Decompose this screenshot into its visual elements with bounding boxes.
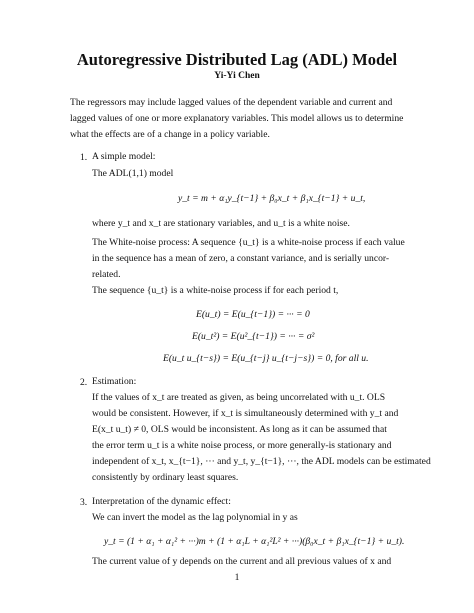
- white-noise-line-2: in the sequence has a mean of zero, a constant variance, and is serially uncor-: [92, 253, 390, 264]
- intro-line-3: what the effects are of a change in a policy variable.: [70, 129, 270, 140]
- paper-title: Autoregressive Distributed Lag (ADL) Model: [76, 50, 398, 69]
- estimation-line-3: E(x_t u_t) ≠ 0, OLS would be inconsistent. As long as it can be assumed that: [92, 424, 387, 435]
- covariance-equation: E(u_t u_{t−s}) = E(u_{t−j} u_{t−j−s}) = 0, for all u.: [163, 353, 369, 364]
- invert-intro: We can invert the model as the lag polynomial in y as: [92, 512, 298, 523]
- estimation-line-5: independent of x_t, x_{t−1}, ··· and y_t, y_{t−1}, ···, the ADL models can be estimated: [92, 456, 431, 467]
- paper-author: Yi-Yi Chen: [214, 71, 260, 81]
- estimation-line-1: If the values of x_t are treated as given, as being uncorrelated with u_t. OLS: [92, 392, 386, 403]
- mean-equation: E(u_t) = E(u_{t−1}) = ··· = 0: [196, 309, 310, 320]
- current-value-text: The current value of y depends on the current and all previous values of x and: [92, 556, 392, 567]
- white-noise-line-3: related.: [92, 269, 121, 280]
- section-2-heading: Estimation:: [92, 376, 137, 387]
- estimation-line-2: would be consistent. However, if x_t is simultaneously determined with y_t and: [92, 408, 399, 419]
- intro-line-2: lagged values of one or more explanatory variables. This model allows us to determine: [70, 113, 404, 124]
- inverted-equation: y_t = (1 + α₁ + α₁² + ···)m + (1 + α₁L + α₁²L² + ···)(β₀x_t + β₁x_{t−1} + u_t).: [104, 536, 405, 547]
- model-label: The ADL(1,1) model: [92, 168, 174, 179]
- where-text: where y_t and x_t are stationary variables, and u_t is a white noise.: [92, 218, 350, 229]
- section-1-heading: A simple model:: [92, 151, 156, 162]
- sequence-text: The sequence {u_t} is a white-noise process if for each period t,: [92, 285, 339, 296]
- section-3-heading: Interpretation of the dynamic effect:: [92, 496, 231, 507]
- section-2-number: 2.: [80, 377, 88, 388]
- estimation-line-6: consistently by ordinary least squares.: [92, 472, 239, 483]
- variance-equation: E(u_t²) = E(u²_{t−1}) = ··· = σ²: [192, 331, 315, 342]
- page-number: 1: [234, 572, 240, 583]
- estimation-line-4: the error term u_t is a white noise process, or more generally-is stationary and: [92, 440, 392, 451]
- intro-line-1: The regressors may include lagged values of the dependent variable and current and: [70, 97, 393, 108]
- section-1-number: 1.: [80, 152, 88, 163]
- white-noise-line-1: The White-noise process: A sequence {u_t} is a white-noise process if each value: [92, 237, 405, 248]
- section-3-number: 3.: [80, 497, 88, 508]
- adl-equation: y_t = m + α₁y_{t−1} + β₀x_t + β₁x_{t−1} + u_t,: [178, 193, 366, 204]
